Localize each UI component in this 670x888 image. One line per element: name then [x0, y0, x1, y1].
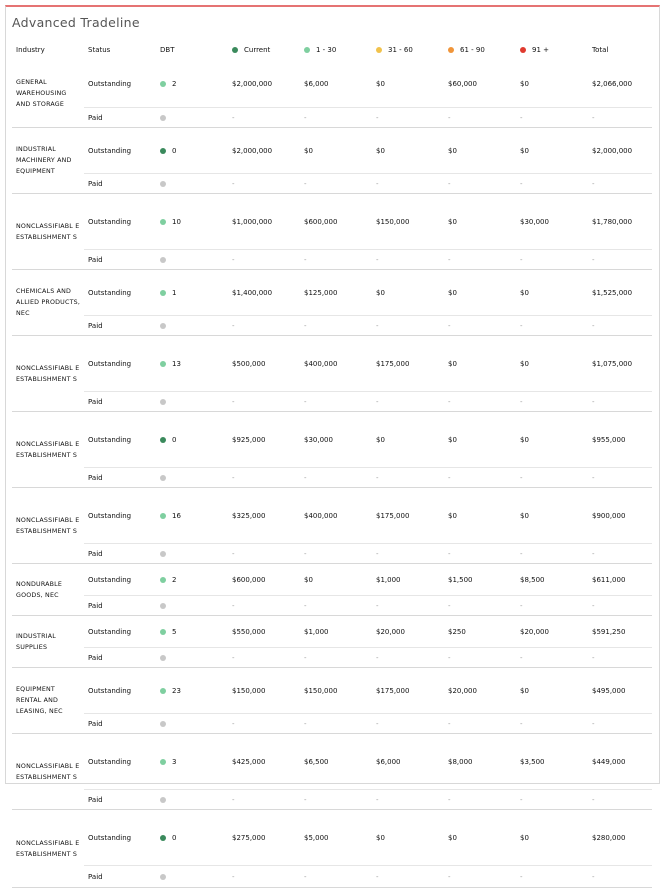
paid-value-cell: -: [228, 544, 300, 564]
table-row: [12, 488, 652, 544]
paid-value-cell: -: [300, 392, 372, 412]
tradeline-table: [12, 40, 652, 888]
current-cell: $600,000: [228, 564, 300, 596]
table-row: [12, 648, 652, 668]
31-60-cell: $20,000: [372, 616, 444, 648]
total-cell: $2,000,000: [588, 128, 652, 174]
status-cell: Outstanding: [84, 810, 156, 866]
dbt-value: 2: [172, 575, 177, 584]
industry-cell: NONDURABLE GOODS, NEC: [12, 564, 84, 616]
91-plus-cell: $20,000: [516, 616, 588, 648]
paid-dot-icon: [160, 655, 166, 661]
status-cell: Outstanding: [84, 616, 156, 648]
status-cell: Paid: [84, 596, 156, 616]
paid-value-cell: -: [588, 714, 652, 734]
status-cell: Outstanding: [84, 564, 156, 596]
industry-cell: NONCLASSIFIABL E ESTABLISHMENT S: [12, 810, 84, 888]
paid-dot-icon: [160, 603, 166, 609]
paid-dot-icon: [160, 551, 166, 557]
paid-value-cell: -: [588, 392, 652, 412]
paid-dot-icon: [160, 323, 166, 329]
current-cell: $325,000: [228, 488, 300, 544]
paid-value-cell: -: [444, 250, 516, 270]
1-30-cell: $6,000: [300, 60, 372, 108]
dbt-dot-icon: [160, 361, 166, 367]
1-30-cell: $600,000: [300, 194, 372, 250]
1-30-cell: $0: [300, 564, 372, 596]
91-plus-cell: $0: [516, 668, 588, 714]
61-90-cell: $1,500: [444, 564, 516, 596]
dbt-dot-icon: [160, 437, 166, 443]
industry-cell: GENERAL WAREHOUSING AND STORAGE: [12, 60, 84, 128]
61-90-dot-icon: [448, 47, 454, 53]
dbt-cell: [156, 60, 228, 108]
dbt-value: 5: [172, 627, 177, 636]
status-cell: Paid: [84, 174, 156, 194]
col-industry: Industry: [16, 46, 45, 54]
dbt-value: 0: [172, 146, 177, 155]
table-row: [12, 108, 652, 128]
dbt-cell: [156, 412, 228, 468]
current-cell: $2,000,000: [228, 60, 300, 108]
paid-value-cell: -: [588, 316, 652, 336]
table-row: [12, 270, 652, 316]
dbt-cell: [156, 734, 228, 790]
dbt-value: 10: [172, 217, 181, 226]
paid-value-cell: -: [300, 714, 372, 734]
total-cell: $611,000: [588, 564, 652, 596]
current-cell: $925,000: [228, 412, 300, 468]
status-cell: Outstanding: [84, 734, 156, 790]
31-60-cell: $0: [372, 412, 444, 468]
paid-value-cell: -: [588, 174, 652, 194]
paid-value-cell: -: [444, 648, 516, 668]
industry-cell: NONCLASSIFIABL E ESTABLISHMENT S: [12, 412, 84, 488]
dbt-cell: [156, 668, 228, 714]
paid-value-cell: -: [444, 174, 516, 194]
dbt-value: 0: [172, 833, 177, 842]
paid-value-cell: -: [372, 250, 444, 270]
1-30-cell: $0: [300, 128, 372, 174]
paid-value-cell: -: [300, 544, 372, 564]
current-cell: $1,000,000: [228, 194, 300, 250]
table-row: [12, 596, 652, 616]
1-30-cell: $5,000: [300, 810, 372, 866]
61-90-cell: $0: [444, 488, 516, 544]
status-cell: Outstanding: [84, 488, 156, 544]
dbt-dot-icon: [160, 577, 166, 583]
paid-value-cell: -: [516, 392, 588, 412]
61-90-cell: $8,000: [444, 734, 516, 790]
91-plus-cell: $0: [516, 270, 588, 316]
status-cell: Outstanding: [84, 194, 156, 250]
paid-value-cell: -: [228, 714, 300, 734]
industry-cell: NONCLASSIFIABL E ESTABLISHMENT S: [12, 336, 84, 412]
paid-value-cell: -: [444, 544, 516, 564]
61-90-cell: $0: [444, 412, 516, 468]
1-30-cell: $6,500: [300, 734, 372, 790]
dbt-cell: [156, 336, 228, 392]
col-status: Status: [88, 46, 111, 54]
status-cell: Paid: [84, 714, 156, 734]
paid-value-cell: -: [516, 174, 588, 194]
paid-value-cell: -: [300, 108, 372, 128]
31-60-cell: $0: [372, 60, 444, 108]
1-30-cell: $400,000: [300, 488, 372, 544]
advanced-tradeline-panel: [5, 5, 660, 881]
paid-value-cell: -: [588, 866, 652, 888]
91-plus-cell: $0: [516, 810, 588, 866]
paid-value-cell: -: [228, 596, 300, 616]
current-cell: $550,000: [228, 616, 300, 648]
paid-dot-icon: [160, 257, 166, 263]
paid-value-cell: -: [300, 250, 372, 270]
total-cell: $1,780,000: [588, 194, 652, 250]
91-plus-cell: $3,500: [516, 734, 588, 790]
dbt-dot-icon: [160, 835, 166, 841]
col-dbt: DBT: [160, 46, 175, 54]
status-cell: Paid: [84, 790, 156, 810]
col-31-60: 31 - 60: [372, 40, 444, 60]
dbt-cell: [156, 866, 228, 888]
dbt-value: 2: [172, 79, 177, 88]
31-60-cell: $1,000: [372, 564, 444, 596]
status-cell: Outstanding: [84, 412, 156, 468]
paid-value-cell: -: [516, 108, 588, 128]
paid-value-cell: -: [372, 866, 444, 888]
paid-dot-icon: [160, 475, 166, 481]
status-cell: Outstanding: [84, 128, 156, 174]
table-row: [12, 336, 652, 392]
paid-value-cell: -: [372, 468, 444, 488]
1-30-cell: $1,000: [300, 616, 372, 648]
total-cell: $900,000: [588, 488, 652, 544]
1-30-cell: $150,000: [300, 668, 372, 714]
dbt-cell: [156, 714, 228, 734]
total-cell: $280,000: [588, 810, 652, 866]
paid-dot-icon: [160, 874, 166, 880]
61-90-cell: $0: [444, 336, 516, 392]
91-plus-cell: $0: [516, 488, 588, 544]
paid-value-cell: -: [372, 596, 444, 616]
paid-value-cell: -: [228, 250, 300, 270]
dbt-dot-icon: [160, 629, 166, 635]
1-30-dot-icon: [304, 47, 310, 53]
table-row: [12, 810, 652, 866]
dbt-cell: [156, 596, 228, 616]
industry-cell: NONCLASSIFIABL E ESTABLISHMENT S: [12, 488, 84, 564]
dbt-value: 23: [172, 686, 181, 695]
table-row: [12, 250, 652, 270]
paid-value-cell: -: [444, 316, 516, 336]
dbt-dot-icon: [160, 513, 166, 519]
31-60-cell: $150,000: [372, 194, 444, 250]
industry-cell: CHEMICALS AND ALLIED PRODUCTS, NEC: [12, 270, 84, 336]
paid-value-cell: -: [228, 468, 300, 488]
table-row: [12, 60, 652, 108]
31-60-cell: $0: [372, 128, 444, 174]
paid-value-cell: -: [372, 648, 444, 668]
dbt-dot-icon: [160, 219, 166, 225]
dbt-dot-icon: [160, 759, 166, 765]
col-total: Total: [592, 46, 609, 54]
paid-value-cell: -: [228, 790, 300, 810]
status-cell: Paid: [84, 250, 156, 270]
industry-cell: INDUSTRIAL SUPPLIES: [12, 616, 84, 668]
status-cell: Paid: [84, 468, 156, 488]
paid-value-cell: -: [372, 316, 444, 336]
31-60-cell: $0: [372, 270, 444, 316]
31-60-dot-icon: [376, 47, 382, 53]
col-1-30: 1 - 30: [300, 40, 372, 60]
header-row: [12, 40, 652, 60]
1-30-cell: $400,000: [300, 336, 372, 392]
status-cell: Paid: [84, 544, 156, 564]
paid-value-cell: -: [372, 790, 444, 810]
dbt-cell: [156, 392, 228, 412]
paid-value-cell: -: [444, 468, 516, 488]
total-cell: $449,000: [588, 734, 652, 790]
91-plus-cell: $0: [516, 128, 588, 174]
paid-value-cell: -: [300, 316, 372, 336]
paid-value-cell: -: [300, 866, 372, 888]
total-cell: $2,066,000: [588, 60, 652, 108]
dbt-cell: [156, 616, 228, 648]
status-cell: Paid: [84, 316, 156, 336]
91-plus-cell: $0: [516, 336, 588, 392]
61-90-cell: $0: [444, 810, 516, 866]
paid-value-cell: -: [444, 392, 516, 412]
paid-dot-icon: [160, 797, 166, 803]
total-cell: $1,075,000: [588, 336, 652, 392]
paid-value-cell: -: [588, 250, 652, 270]
paid-value-cell: -: [372, 714, 444, 734]
dbt-cell: [156, 564, 228, 596]
91-plus-cell: $0: [516, 412, 588, 468]
paid-value-cell: -: [300, 174, 372, 194]
table-row: [12, 616, 652, 648]
paid-value-cell: -: [300, 790, 372, 810]
61-90-cell: $0: [444, 194, 516, 250]
status-cell: Paid: [84, 392, 156, 412]
status-cell: Outstanding: [84, 60, 156, 108]
paid-value-cell: -: [444, 596, 516, 616]
dbt-cell: [156, 128, 228, 174]
dbt-dot-icon: [160, 148, 166, 154]
paid-value-cell: -: [444, 866, 516, 888]
paid-value-cell: -: [588, 468, 652, 488]
paid-value-cell: -: [228, 316, 300, 336]
status-cell: Paid: [84, 648, 156, 668]
paid-value-cell: -: [516, 250, 588, 270]
paid-value-cell: -: [372, 392, 444, 412]
dbt-cell: [156, 810, 228, 866]
paid-value-cell: -: [444, 714, 516, 734]
91-plus-cell: $30,000: [516, 194, 588, 250]
dbt-cell: [156, 250, 228, 270]
paid-value-cell: -: [588, 790, 652, 810]
dbt-cell: [156, 544, 228, 564]
industry-cell: NONCLASSIFIABL E ESTABLISHMENT S: [12, 734, 84, 810]
paid-dot-icon: [160, 115, 166, 121]
table-row: [12, 194, 652, 250]
31-60-cell: $175,000: [372, 336, 444, 392]
table-row: [12, 790, 652, 810]
paid-dot-icon: [160, 399, 166, 405]
table-row: [12, 544, 652, 564]
table-row: [12, 392, 652, 412]
1-30-cell: $30,000: [300, 412, 372, 468]
paid-value-cell: -: [444, 108, 516, 128]
paid-value-cell: -: [516, 648, 588, 668]
dbt-value: 3: [172, 757, 177, 766]
table-row: [12, 564, 652, 596]
table-row: [12, 412, 652, 468]
dbt-cell: [156, 174, 228, 194]
dbt-cell: [156, 790, 228, 810]
paid-value-cell: -: [588, 108, 652, 128]
paid-value-cell: -: [372, 174, 444, 194]
status-cell: Outstanding: [84, 668, 156, 714]
paid-value-cell: -: [516, 468, 588, 488]
paid-value-cell: -: [372, 108, 444, 128]
table-row: [12, 866, 652, 888]
paid-value-cell: -: [300, 648, 372, 668]
dbt-cell: [156, 468, 228, 488]
table-row: [12, 714, 652, 734]
91-plus-cell: $0: [516, 60, 588, 108]
paid-value-cell: -: [228, 392, 300, 412]
61-90-cell: $0: [444, 128, 516, 174]
dbt-dot-icon: [160, 81, 166, 87]
paid-value-cell: -: [516, 596, 588, 616]
dbt-dot-icon: [160, 290, 166, 296]
dbt-value: 1: [172, 288, 177, 297]
dbt-cell: [156, 488, 228, 544]
total-cell: $955,000: [588, 412, 652, 468]
current-cell: $2,000,000: [228, 128, 300, 174]
dbt-value: 13: [172, 359, 181, 368]
panel-title: Advanced Tradeline: [12, 15, 140, 30]
paid-value-cell: -: [516, 714, 588, 734]
paid-value-cell: -: [588, 648, 652, 668]
paid-value-cell: -: [228, 866, 300, 888]
current-cell: $425,000: [228, 734, 300, 790]
61-90-cell: $20,000: [444, 668, 516, 714]
91-plus-dot-icon: [520, 47, 526, 53]
table-row: [12, 316, 652, 336]
31-60-cell: $0: [372, 810, 444, 866]
table-row: [12, 668, 652, 714]
dbt-cell: [156, 316, 228, 336]
dbt-cell: [156, 648, 228, 668]
total-cell: $591,250: [588, 616, 652, 648]
status-cell: Outstanding: [84, 270, 156, 316]
paid-dot-icon: [160, 721, 166, 727]
dbt-cell: [156, 108, 228, 128]
table-row: [12, 468, 652, 488]
paid-value-cell: -: [372, 544, 444, 564]
paid-value-cell: -: [228, 648, 300, 668]
61-90-cell: $250: [444, 616, 516, 648]
paid-value-cell: -: [228, 174, 300, 194]
current-cell: $500,000: [228, 336, 300, 392]
paid-value-cell: -: [588, 596, 652, 616]
dbt-cell: [156, 194, 228, 250]
91-plus-cell: $8,500: [516, 564, 588, 596]
table-row: [12, 174, 652, 194]
status-cell: Paid: [84, 108, 156, 128]
industry-cell: EQUIPMENT RENTAL AND LEASING, NEC: [12, 668, 84, 734]
current-cell: $1,400,000: [228, 270, 300, 316]
paid-value-cell: -: [300, 596, 372, 616]
paid-value-cell: -: [516, 790, 588, 810]
current-dot-icon: [232, 47, 238, 53]
paid-value-cell: -: [516, 866, 588, 888]
col-91-plus: 91 +: [516, 40, 588, 60]
status-cell: Outstanding: [84, 336, 156, 392]
paid-value-cell: -: [444, 790, 516, 810]
paid-dot-icon: [160, 181, 166, 187]
table-row: [12, 734, 652, 790]
col-current: Current: [228, 40, 300, 60]
31-60-cell: $175,000: [372, 488, 444, 544]
61-90-cell: $0: [444, 270, 516, 316]
paid-value-cell: -: [228, 108, 300, 128]
paid-value-cell: -: [588, 544, 652, 564]
31-60-cell: $175,000: [372, 668, 444, 714]
total-cell: $495,000: [588, 668, 652, 714]
dbt-value: 0: [172, 435, 177, 444]
current-cell: $150,000: [228, 668, 300, 714]
dbt-dot-icon: [160, 688, 166, 694]
status-cell: Paid: [84, 866, 156, 888]
table-row: [12, 128, 652, 174]
industry-cell: INDUSTRIAL MACHINERY AND EQUIPMENT: [12, 128, 84, 194]
col-61-90: 61 - 90: [444, 40, 516, 60]
paid-value-cell: -: [300, 468, 372, 488]
paid-value-cell: -: [516, 544, 588, 564]
1-30-cell: $125,000: [300, 270, 372, 316]
paid-value-cell: -: [516, 316, 588, 336]
31-60-cell: $6,000: [372, 734, 444, 790]
dbt-value: 16: [172, 511, 181, 520]
dbt-cell: [156, 270, 228, 316]
industry-cell: NONCLASSIFIABL E ESTABLISHMENT S: [12, 194, 84, 270]
61-90-cell: $60,000: [444, 60, 516, 108]
current-cell: $275,000: [228, 810, 300, 866]
total-cell: $1,525,000: [588, 270, 652, 316]
